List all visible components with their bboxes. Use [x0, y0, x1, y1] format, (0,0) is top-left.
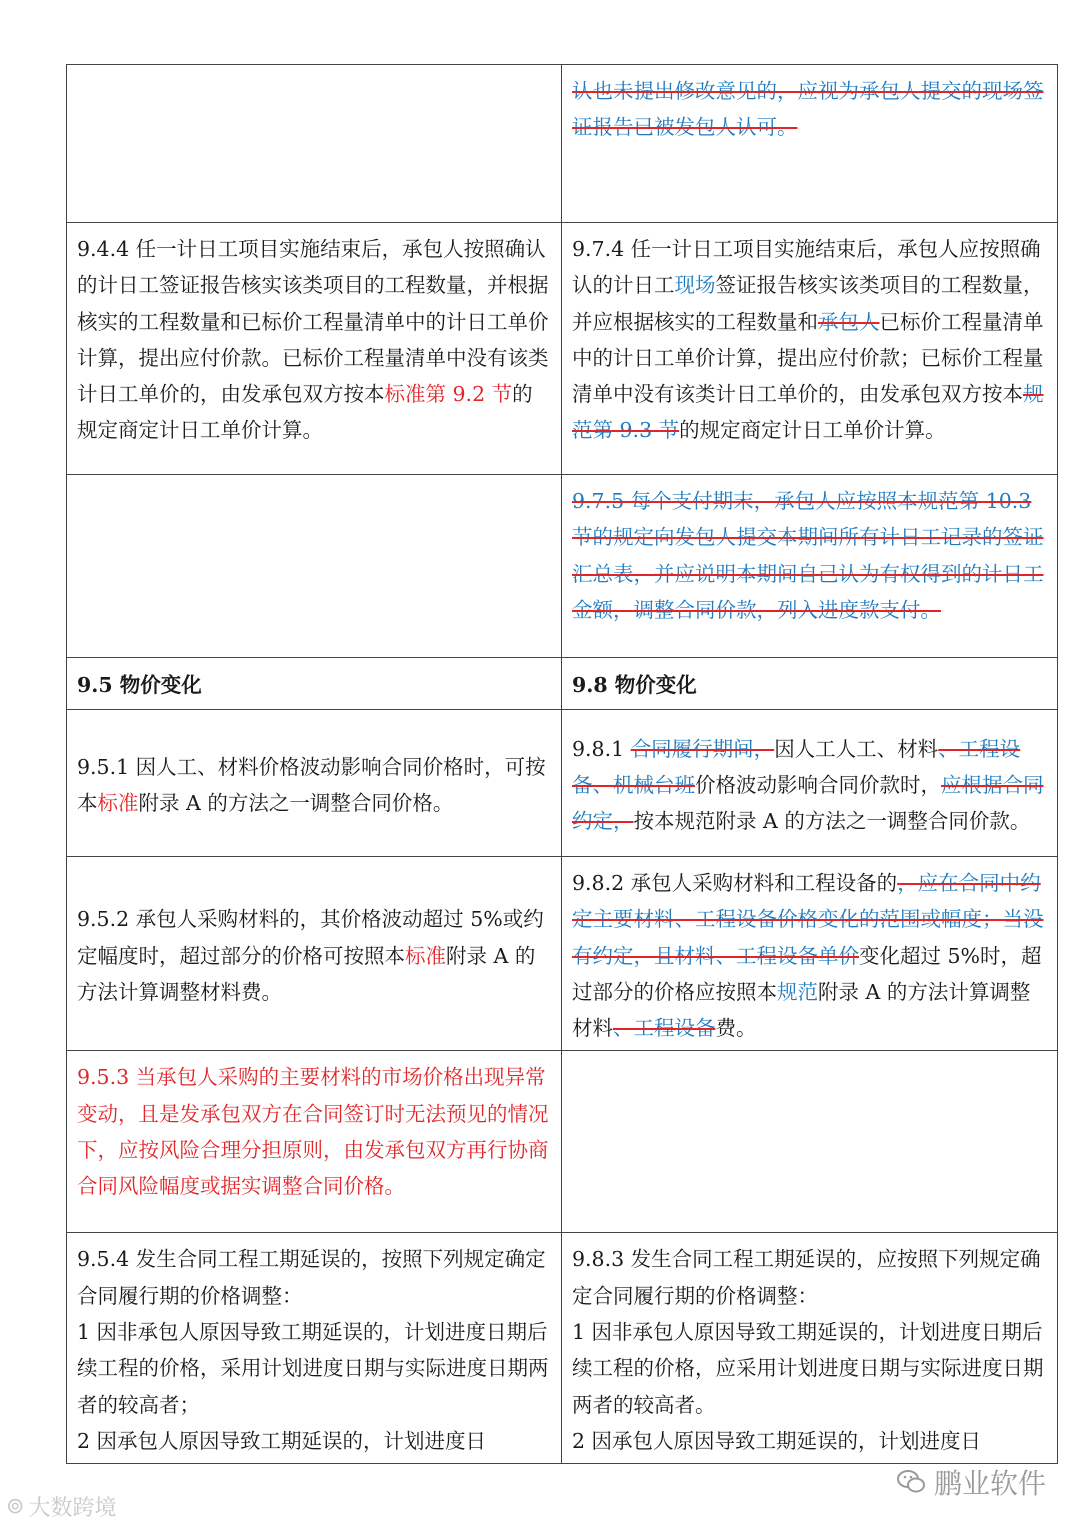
text-segment: 9.8.1: [572, 736, 631, 761]
new-standard-cell: [562, 1051, 1058, 1233]
new-standard-cell: [562, 710, 1058, 857]
old-standard-cell: [67, 857, 562, 1051]
text-segment: 费。: [715, 1016, 757, 1041]
table-row: [67, 1233, 1058, 1464]
text-segment: 规范第 9.3 节: [572, 382, 1044, 443]
table-row: [67, 1051, 1058, 1233]
text-segment: 9.4.4 任一计日工项目实施结束后，承包人按照确认的计日工签证报告核实该类项目的工程数量，并根据核实的工程数量和已标价工程量清单中的计日工单价计算，提出应付价款。已标价工程量清单中没有该类计日工单价的，由发承包双方按本: [77, 237, 549, 407]
new-standard-cell: [562, 223, 1058, 475]
text-segment: 2 因承包人原因导致工期延误的，计划进度日: [77, 1428, 487, 1453]
new-standard-cell: [562, 658, 1058, 710]
new-standard-cell: [562, 1233, 1058, 1464]
account-watermark: [896, 1462, 1046, 1502]
old-standard-cell: [67, 223, 562, 475]
text-segment: ，应在合同中约定主要材料、工程设备价格变化的范围或幅度；当没有约定，且材料、工程设备单价: [572, 871, 1044, 968]
text-segment: 变化超过 5%时，超过部分的价格应按照本: [572, 943, 1042, 1004]
text-segment: 附录 A 的方法之一调整合同价格。: [138, 791, 454, 815]
text-segment: 9.5.1 因人工、材料价格波动影响合同价格时，可按本: [77, 754, 546, 815]
watermark-text: 大数跨境: [28, 1496, 117, 1521]
text-segment: 9.7.5 每个支付期末，承包人应按照本规范第 10.3 节的规定向发包人提交本期间所有计日工记录的签证汇总表，并应说明本期间自己认为有权得到的计日工金额，调整合同价款，列入进度款支付。: [572, 489, 1044, 622]
text-segment: 、工程设备: [613, 1016, 716, 1041]
weibo-icon: ⊚: [6, 1494, 25, 1519]
new-standard-cell: [562, 65, 1058, 223]
text-segment: 承包人: [818, 309, 880, 334]
table-row: [67, 710, 1058, 857]
text-segment: 认也未提出修改意见的，应视为承包人提交的现场签证报告已被发包人认可。: [572, 79, 1044, 140]
text-segment: 、工程设备、机械台班: [572, 736, 1021, 797]
text-segment: 1 因非承包人原因导致工期延误的，计划进度日期后续工程的价格，采用计划进度日期与实际进度日期两者的较高者；: [77, 1320, 549, 1417]
table-row: [67, 65, 1058, 223]
wechat-icon: [896, 1468, 926, 1496]
old-standard-cell: [67, 658, 562, 710]
table-row: [67, 475, 1058, 658]
table-row: [67, 223, 1058, 475]
text-segment: 附录 A 的方法计算调整材料: [572, 979, 1031, 1041]
text-segment: 的规定商定计日工单价计算。: [77, 382, 533, 443]
text-segment: 因人工人工、材料: [774, 736, 939, 761]
text-segment: 规范: [777, 979, 818, 1004]
comparison-table: [66, 64, 1058, 1464]
old-standard-cell: [67, 475, 562, 658]
text-segment: 9.7.4 任一计日工项目实施结束后，承包人应按照确认的计日工: [572, 237, 1041, 298]
old-standard-cell: [67, 1051, 562, 1233]
old-standard-cell: [67, 1233, 562, 1464]
new-standard-cell: [562, 857, 1058, 1051]
text-segment: 签证报告核实该类项目的工程数量，并应根据核实的工程数量和: [572, 273, 1044, 334]
table-row: [67, 658, 1058, 710]
text-segment: 应根据合同约定，: [572, 772, 1044, 834]
text-segment: 已标价工程量清单中的计日工单价计算，提出应付价款；已标价工程量清单中没有该类计日工单价的，由发承包双方按本: [572, 309, 1044, 407]
text-segment: 现场: [674, 273, 716, 298]
text-segment: 按本规范附录 A 的方法之一调整合同价款。: [633, 809, 1031, 834]
text-segment: 9.8 物价变化: [572, 673, 697, 698]
new-standard-cell: [562, 475, 1058, 658]
text-segment: 9.8.2 承包人采购材料和工程设备的: [572, 871, 898, 895]
text-segment: 标准: [97, 791, 139, 815]
text-segment: 标准第 9.2 节: [384, 382, 513, 407]
watermark-left: [6, 1491, 116, 1522]
table-row: [67, 857, 1058, 1051]
account-name: 鹏业软件: [933, 1467, 1046, 1500]
text-segment: 9.5 物价变化: [77, 673, 202, 698]
old-standard-cell: [67, 710, 562, 857]
text-segment: 标准: [405, 943, 446, 968]
text-segment: 9.5.2 承包人采购材料的，其价格波动超过 5%或约定幅度时，超过部分的价格可按照本: [77, 907, 544, 968]
old-standard-cell: [67, 65, 562, 223]
text-segment: 9.5.4 发生合同工程工期延误的，按照下列规定确定合同履行期的价格调整：: [77, 1247, 546, 1308]
text-segment: 合同履行期间，: [630, 736, 775, 761]
text-segment: 价格波动影响合同价款时，: [695, 772, 941, 797]
text-segment: 2 因承包人原因导致工期延误的，计划进度日: [572, 1428, 982, 1453]
text-segment: 9.8.3 发生合同工程工期延误的，应按照下列规定确定合同履行期的价格调整：: [572, 1247, 1041, 1308]
text-segment: 9.5.3 当承包人采购的主要材料的市场价格出现异常变动，且是发承包双方在合同签订时无法预见的情况下，应按风险合理分担原则，由发承包双方再行协商合同风险幅度或据实调整合同价格。: [77, 1065, 549, 1199]
text-segment: 的规定商定计日工单价计算。: [679, 418, 946, 443]
text-segment: 附录 A 的方法计算调整材料费。: [77, 943, 536, 1004]
text-segment: 1 因非承包人原因导致工期延误的，计划进度日期后续工程的价格，应采用计划进度日期与实际进度日期两者的较高者。: [572, 1320, 1044, 1417]
